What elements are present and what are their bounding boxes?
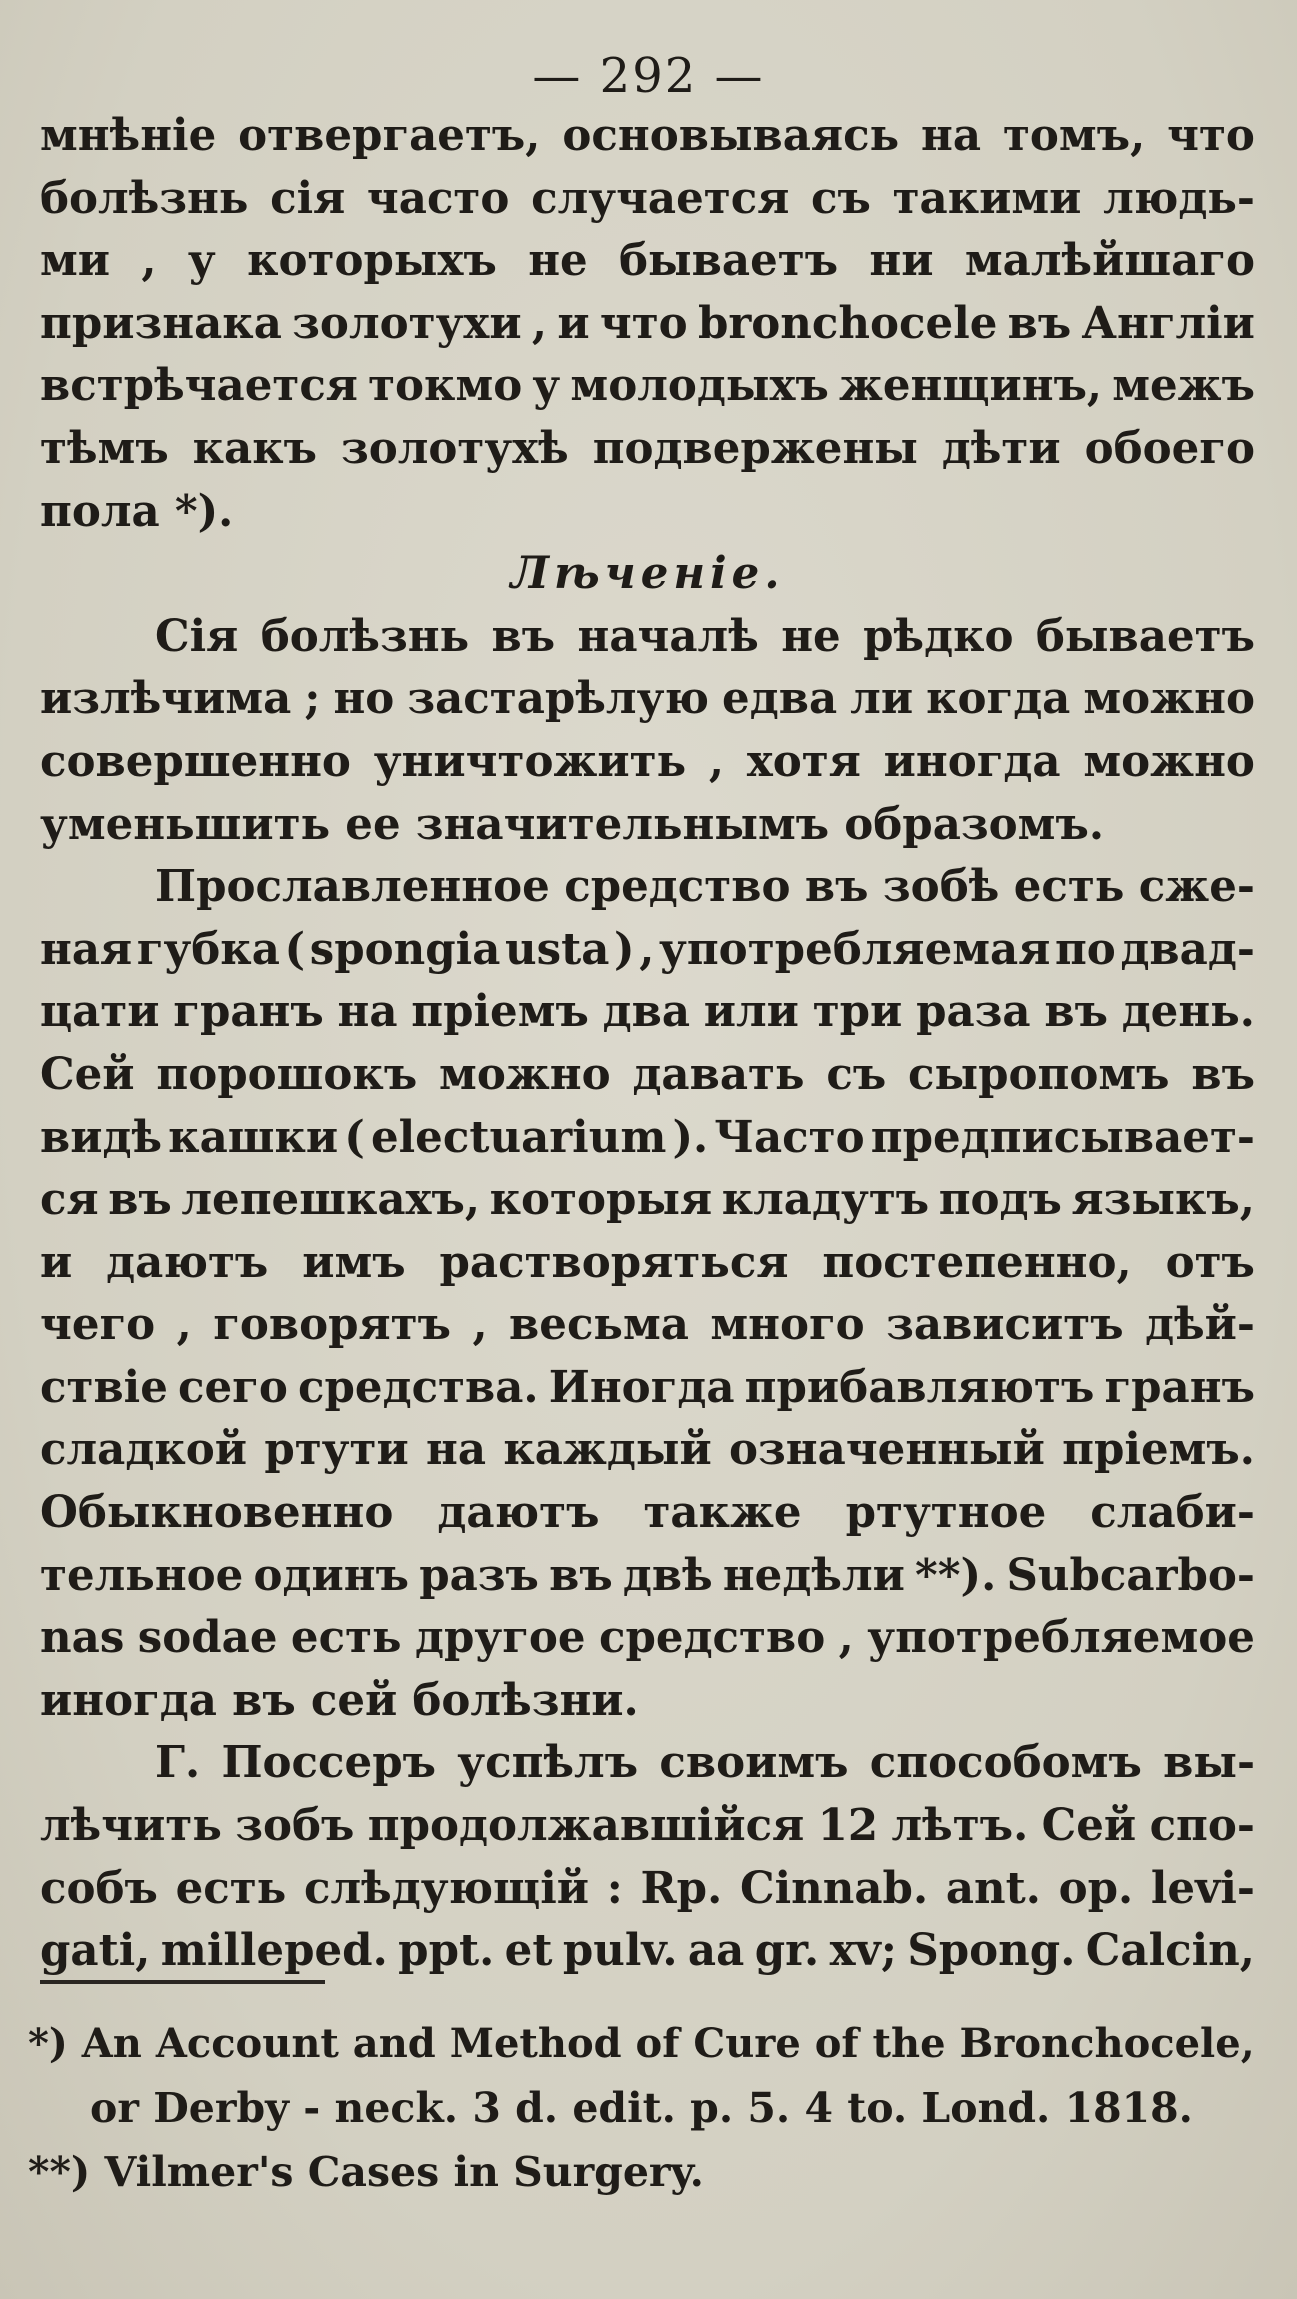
footnote-2 bbox=[28, 2140, 1268, 2204]
page-number: — 292 — bbox=[532, 48, 765, 104]
text-line: тѣмъ какъ золотухѣ подвержены дѣти обоего bbox=[40, 422, 1255, 474]
footnote-1-line-1: *) An Account and Method of Cure of the Bronchocele, bbox=[28, 2020, 1255, 2067]
footnote-1-line-2: or Derby - neck. 3 d. edit. p. 5. 4 to. Lond. 1818. bbox=[90, 2084, 1193, 2132]
text-line: Прославленное средство въ зобѣ есть сже- bbox=[155, 861, 1255, 913]
text-line: сладкой ртути на каждый означенный пріемъ. bbox=[40, 1424, 1255, 1476]
text-line: собъ есть слѣдующій : Rp. Cinnab. ant. op. levi- bbox=[40, 1862, 1255, 1914]
text-line: совершенно уничтожить , хотя иногда можно bbox=[40, 735, 1255, 787]
text-line: gati, milleped. ppt. et pulv. aa gr. xv; Spong. Calcin, bbox=[40, 1925, 1255, 1977]
text-line: ствіе сего средства. Иногда прибавляютъ гранъ bbox=[40, 1361, 1255, 1413]
text-line: цати гранъ на пріемъ два или три раза въ день. bbox=[40, 986, 1255, 1038]
text-line: и даютъ имъ растворяться постепенно, отъ bbox=[40, 1236, 1255, 1288]
text-line: уменьшить ее значительнымъ образомъ. bbox=[40, 798, 1104, 850]
text-line: иногда въ сей болѣзни. bbox=[40, 1674, 639, 1726]
text-line: болѣзнь сія часто случается съ такими людь- bbox=[40, 172, 1255, 224]
text-line: излѣчима ; но застарѣлую едва ли когда можно bbox=[40, 673, 1255, 725]
text-line: тельное одинъ разъ въ двѣ недѣли **). Subcarbo- bbox=[40, 1549, 1255, 1601]
section-heading: Лѣченіе. bbox=[510, 548, 785, 600]
text-line: видѣ кашки ( electuarium ). Часто предписывает- bbox=[40, 1111, 1255, 1163]
text-line: лѣчить зобъ продолжавшійся 12 лѣтъ. Сей спо- bbox=[40, 1800, 1255, 1852]
footnote-1 bbox=[28, 2012, 1268, 2140]
text-line: ная губка ( spongia usta ) , употребляемая по двад- bbox=[40, 923, 1255, 975]
footnotes bbox=[28, 2012, 1268, 2204]
text-line: ми , у которыхъ не бываетъ ни малѣйшаго bbox=[40, 235, 1255, 287]
text-line: Г. Поссеръ успѣлъ своимъ способомъ вы- bbox=[155, 1737, 1255, 1789]
text-line: пола *). bbox=[40, 485, 234, 537]
text-line: встрѣчается токмо у молодыхъ женщинъ, межъ bbox=[40, 360, 1255, 412]
body-text bbox=[40, 105, 1255, 1983]
text-line: мнѣніе отвергаетъ, основываясь на томъ, что bbox=[40, 110, 1255, 161]
text-line: nas sodae есть другое средство , употребляемое bbox=[40, 1612, 1255, 1664]
text-line: Сей порошокъ можно давать съ сыропомъ въ bbox=[40, 1048, 1255, 1100]
text-line: Сія болѣзнь въ началѣ не рѣдко бываетъ bbox=[155, 610, 1255, 662]
text-line: чего , говорятъ , весьма много зависитъ дѣй- bbox=[40, 1299, 1255, 1351]
text-line: признака золотухи , и что bronchocele въ Англіи bbox=[40, 297, 1255, 349]
text-line: ся въ лепешкахъ, которыя кладутъ подъ языкъ, bbox=[40, 1174, 1255, 1226]
footnote-2-line-1: **) Vilmer's Cases in Surgery. bbox=[28, 2148, 704, 2196]
text-line: Обыкновенно даютъ также ртутное слаби- bbox=[40, 1487, 1255, 1539]
footnote-rule bbox=[40, 1980, 325, 1984]
